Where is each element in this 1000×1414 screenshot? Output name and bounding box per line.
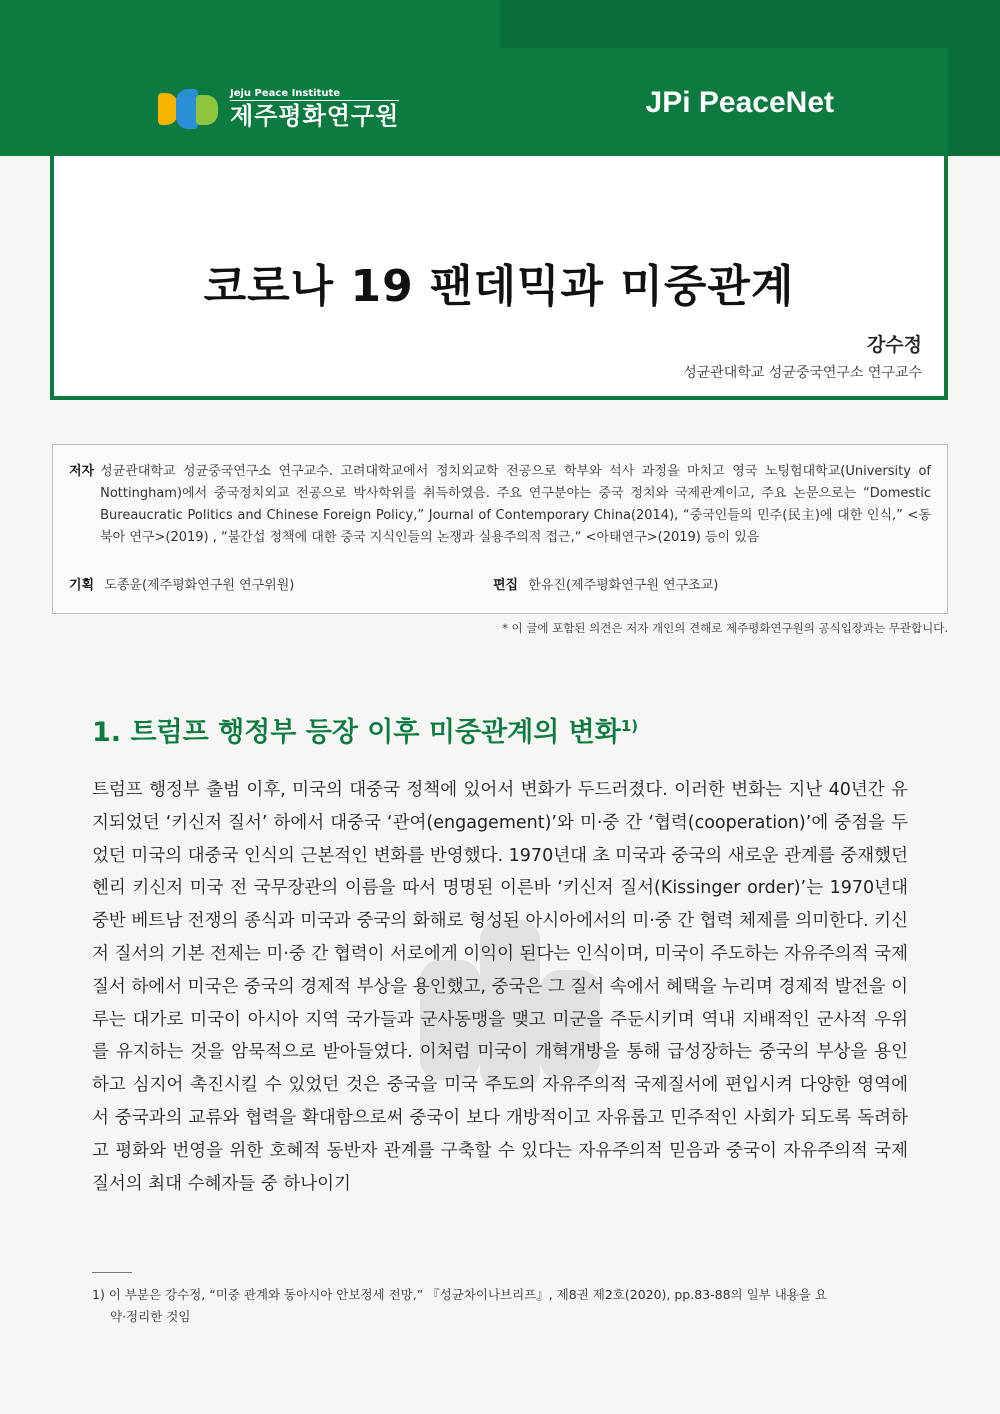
author-name: 강수정 [866, 334, 922, 356]
planning-label: 기획 [69, 578, 95, 593]
institute-name-en: Jeju Peace Institute [230, 88, 399, 101]
institute-name-ko: 제주평화연구원 [230, 101, 400, 130]
footnote [92, 1284, 912, 1328]
footnote-line-1: 1) 이 부분은 강수정, “미중 관계와 동아시아 안보정세 전망,” 『성균차이나브리프』, 제8권 제2호(2020), pp.83-88의 일부 내용을 요 [92, 1287, 827, 1302]
planning-credit [69, 578, 294, 593]
institute-logo-text [230, 88, 399, 131]
section-title [92, 710, 638, 749]
footnote-line-2: 약·정리한 것임 [110, 1309, 191, 1324]
body-paragraph: 트럼프 행정부 출범 이후, 미국의 대중국 정책에 있어서 변화가 두드러졌다. 이러한 변화는 지난 40년간 유지되었던 ‘키신저 질서’ 하에서 대중국 ‘관여(engagement)’와 미·중 간 ‘협력(cooperation)’에 중점을 두었던 미국의 대중국 인식의 근본적인 변화를 반영했다. 1970년대 초 미국과 중국의 새로운 관계를 중재했던 헨리 키신저 미국 전 국무장관의 이름을 따서 명명된 이른바 ‘키신저 질서(Kissinger order)’는 1970년대 중반 베트남 전쟁의 종식과 미국과 중국의 화해로 형성된 아시아에서의 미·중 간 협력 체제를 의미한다. 키신저 질서의 기본 전제는 미·중 간 협력이 서로에게 이익이 된다는 인식이며, 미국이 주도하는 자유주의적 국제질서 하에서 미국은 중국의 경제적 부상을 용인했고, 중국은 그 질서 속에서 혜택을 누리며 경제적 발전을 이루는 대가로 미국이 아시아 지역 국가들과 군사동맹을 맺고 미군을 주둔시키며 역내 지배적인 군사적 우위를 유지하는 것을 암묵적으로 받아들였다. 이처럼 미국이 개혁개방을 통해 급성장하는 중국의 부상을 용인하고 심지어 촉진시킬 수 있었던 것은 중국을 미국 주도의 자유주의적 국제질서에 편입시켜 다양한 영역에서 중국과의 교류와 협력을 확대함으로써 중국이 보다 개방적이고 자유롭고 민주적인 사회가 되도록 독려하고 평화와 번영을 위한 호혜적 동반자 관계를 구축할 수 있다는 자유주의적 믿음과 중국이 자유주의적 국제질서의 최대 수혜자들 중 하나이기 [92, 780, 908, 1194]
author-label: 저자 [69, 464, 95, 479]
editor-label: 편집 [493, 578, 519, 593]
section-title-text: 1. 트럼프 행정부 등장 이후 미중관계의 변화 [92, 717, 621, 748]
author-affiliation: 성균관대학교 성균중국연구소 연구교수 [683, 365, 922, 381]
header-green-bar [54, 52, 944, 156]
editor-credit [493, 575, 718, 597]
header-box [50, 48, 948, 400]
author-info-box [52, 444, 948, 614]
disclaimer: * 이 글에 포함된 의견은 저자 개인의 견해로 제주평화연구원의 공식입장과는 무관합니다. [502, 621, 948, 635]
credits-row [69, 575, 929, 597]
page-title: 코로나 19 팬데믹과 미중관계 [203, 261, 795, 312]
author-bio: 성균관대학교 성균중국연구소 연구교수. 고려대학교에서 정치외교학 전공으로 학부와 석사 과정을 마치고 영국 노팅험대학교(University of Nottingham)에서 중국정치외교 전공으로 박사학위를 취득하였음. 주요 연구분야는 중국 정치와 국제관계이고, 주요 논문으로는 “Domestic Bureaucratic Politics and Chinese Foreign Policy,” Journal of Contemporary China(2014), “중국인들의 민주(民主)에 대한 인식,” <동북아 연구>(2019) , “불간섭 정책에 대한 중국 지식인들의 논쟁과 실용주의적 접근,“ <아태연구>(2019) 등이 있음 [100, 464, 931, 545]
footnote-mark: 1) [620, 717, 639, 735]
jeju-peace-institute-logo [158, 84, 399, 134]
peacenet-logo: JPi PeaceNet [645, 86, 834, 119]
institute-logo-icon [158, 89, 222, 129]
footnote-divider [92, 1272, 132, 1273]
planning-value: 도종윤(제주평화연구원 연구위원) [104, 578, 295, 593]
editor-value: 한유진(제주평화연구원 연구조교) [528, 578, 719, 593]
author-bio-row [69, 461, 931, 549]
